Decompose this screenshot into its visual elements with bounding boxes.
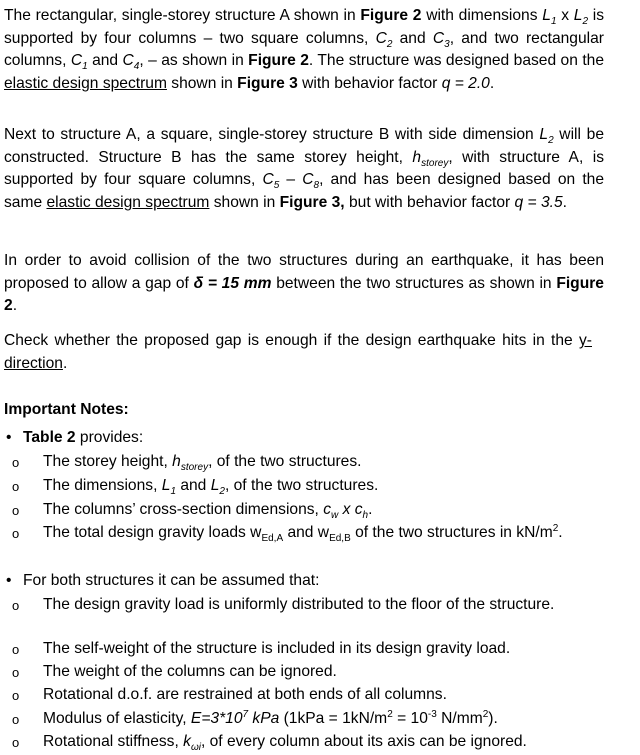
sub-bullet-icon: o [12,712,20,727]
sub-bullet-icon: o [12,503,20,518]
sub-bullet-icon: o [12,479,20,494]
paragraph-question: Check whether the proposed gap is enough if the design earthquake hits in the y-direction. [4,332,592,372]
important-notes-heading: Important Notes: [4,401,129,418]
sub-bullet-icon: o [12,598,20,613]
y-direction-link: y-direction [4,332,592,372]
paragraph-gap: In order to avoid collision of the two structures during an earthquake, it has been proposed to allow a gap of δ = 15 mm between the two structures as shown in Figure 2. [4,252,604,314]
sub-bullet-icon: o [12,665,20,680]
bullet-icon: • [6,572,12,589]
document-page: The rectangular, single-storey structure A shown in Figure 2 with dimensions $L_1$ x $L_2$ is supported by four columns – two square columns, $C_2$ and $C_3$, and two rectangular columns, $C_1$ and $C_4$, – as shown in Figure 2. The structure was designed based on the elastic design spectrum shown in Figure 3 with behavior factor q = 2.0. Next to structure A, a square, single-storey structure B with side dimension $L_2$ will be constructed. Structure B has the same storey height, $h_{storey}$, with structure A, is supported by four square columns, $C_5 - C_8$, and has been designed based on the same elastic design spectrum shown in Figure 3, but with behavior factor q = 3.5. In order to avoid collision of the two structures during an earthquake, it has been proposed to allow a gap of δ = 15 mm between the two structures as shown in Figure 2. Check whether the proposed gap is enough if the design earthquake hits in the y-direction. Important Notes: • Table 2 provides: o The storey height, $h_{storey}$, of the two structures. o The dimensions, $L_1$ and $L_2$, of the two structures. o The columns’ cross-section dimensions, $c_w$ x $c_h$. o The total design gravity loads $w_{Ed,A}$ and $w_{Ed,B}$ of the two structures in $kN/m^2$. • For both structures it can be assumed that: o The design gravity load is uniformly distributed to the floor of the structure. o The self-weight of the structure is included in its design gravity load. o The weight of the columns can be ignored. o Rotational d.o.f. are restrained at both ends of all columns. o Modulus of elasticity, $E=3*10^7$ kPa ($1kPa = 1kN/m^2 = 10^{-3}$ $N/mm^2$). o Rotational stiffness, $k_{\omega i}$, of every column about its axis can be ignored. [4,7,605,754]
elastic-design-spectrum-link-2: elastic design spectrum [46,193,210,211]
sub-bullet-icon: o [12,688,20,703]
sub-bullet-icon: o [12,526,20,541]
paragraph-structure-a: The rectangular, single-storey structure A shown in Figure 2 with dimensions $L_1$ x $L_2$ is supported by four columns – two square columns, $C_2$ and $C_3$, and two rectangular columns, $C_1$ and $C_4$, – as shown in Figure 2. The structure was designed based on the elastic design spectrum shown in Figure 3 with behavior factor q = 2.0. [4,7,605,92]
sub-bullet-icon: o [12,642,20,657]
bullet-icon: • [6,429,12,446]
elastic-design-spectrum-link: elastic design spectrum [4,74,167,92]
sub-bullet-icon: o [12,455,20,470]
paragraph-structure-b: Next to structure A, a square, single-storey structure B with side dimension $L_2$ will be constructed. Structure B has the same storey height, $h_{storey}$, with structure A, is supported by four square columns, $C_5 - C_8$, and has been designed based on the same elastic design spectrum shown in Figure 3, but with behavior factor q = 3.5. [4,126,604,211]
sub-bullet-icon: o [12,735,20,750]
